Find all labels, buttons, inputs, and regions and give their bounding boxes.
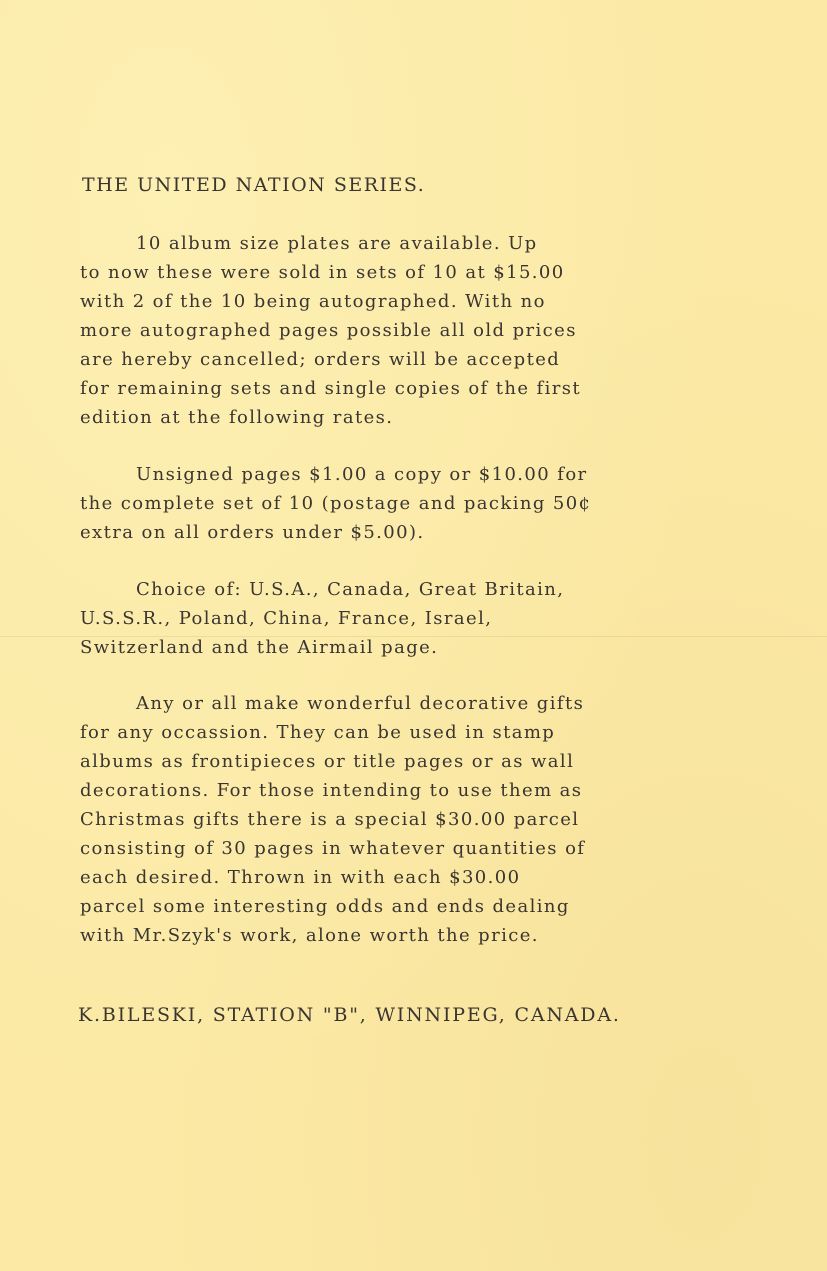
paragraph-line: albums as frontipieces or title pages or as wall (80, 751, 575, 772)
paragraph-prices (80, 460, 591, 547)
sender-address: K.BILESKI, STATION "B", WINNIPEG, CANADA. (78, 1004, 621, 1026)
paragraph-line: for any occassion. They can be used in stamp (80, 722, 556, 743)
paragraph-line: 10 album size plates are available. Up (136, 233, 538, 254)
paragraph-line: to now these were sold in sets of 10 at $15.00 (80, 262, 565, 283)
paragraph-line: are hereby cancelled; orders will be accepted (80, 349, 561, 370)
paragraph-line: U.S.S.R., Poland, China, France, Israel, (80, 608, 493, 629)
paragraph-line: parcel some interesting odds and ends dealing (80, 896, 570, 917)
paragraph-line: the complete set of 10 (postage and packing 50¢ (80, 493, 592, 514)
document-title: THE UNITED NATION SERIES. (82, 174, 426, 196)
paragraph-line: decorations. For those intending to use them as (80, 780, 583, 801)
paragraph-line: consisting of 30 pages in whatever quantities of (80, 838, 586, 859)
paragraph-line: Christmas gifts there is a special $30.00 parcel (80, 809, 580, 830)
paragraph-line: with Mr.Szyk's work, alone worth the price. (80, 925, 539, 946)
paragraph-line: Switzerland and the Airmail page. (80, 637, 439, 658)
paragraph-line: for remaining sets and single copies of the first (80, 378, 582, 399)
paragraph-line: extra on all orders under $5.00). (80, 522, 425, 543)
paragraph-line: more autographed pages possible all old prices (80, 320, 577, 341)
paragraph-line: Any or all make wonderful decorative gifts (136, 693, 585, 714)
paragraph-line: Choice of: U.S.A., Canada, Great Britain, (136, 579, 565, 600)
paragraph-line: each desired. Thrown in with each $30.00 (80, 867, 521, 888)
paragraph-line: Unsigned pages $1.00 a copy or $10.00 for (136, 464, 588, 485)
paragraph-gifts (80, 689, 585, 950)
paragraph-choices (80, 575, 564, 662)
paragraph-line: with 2 of the 10 being autographed. With no (80, 291, 546, 312)
paragraph-line: edition at the following rates. (80, 407, 394, 428)
paragraph-plates (80, 229, 581, 432)
